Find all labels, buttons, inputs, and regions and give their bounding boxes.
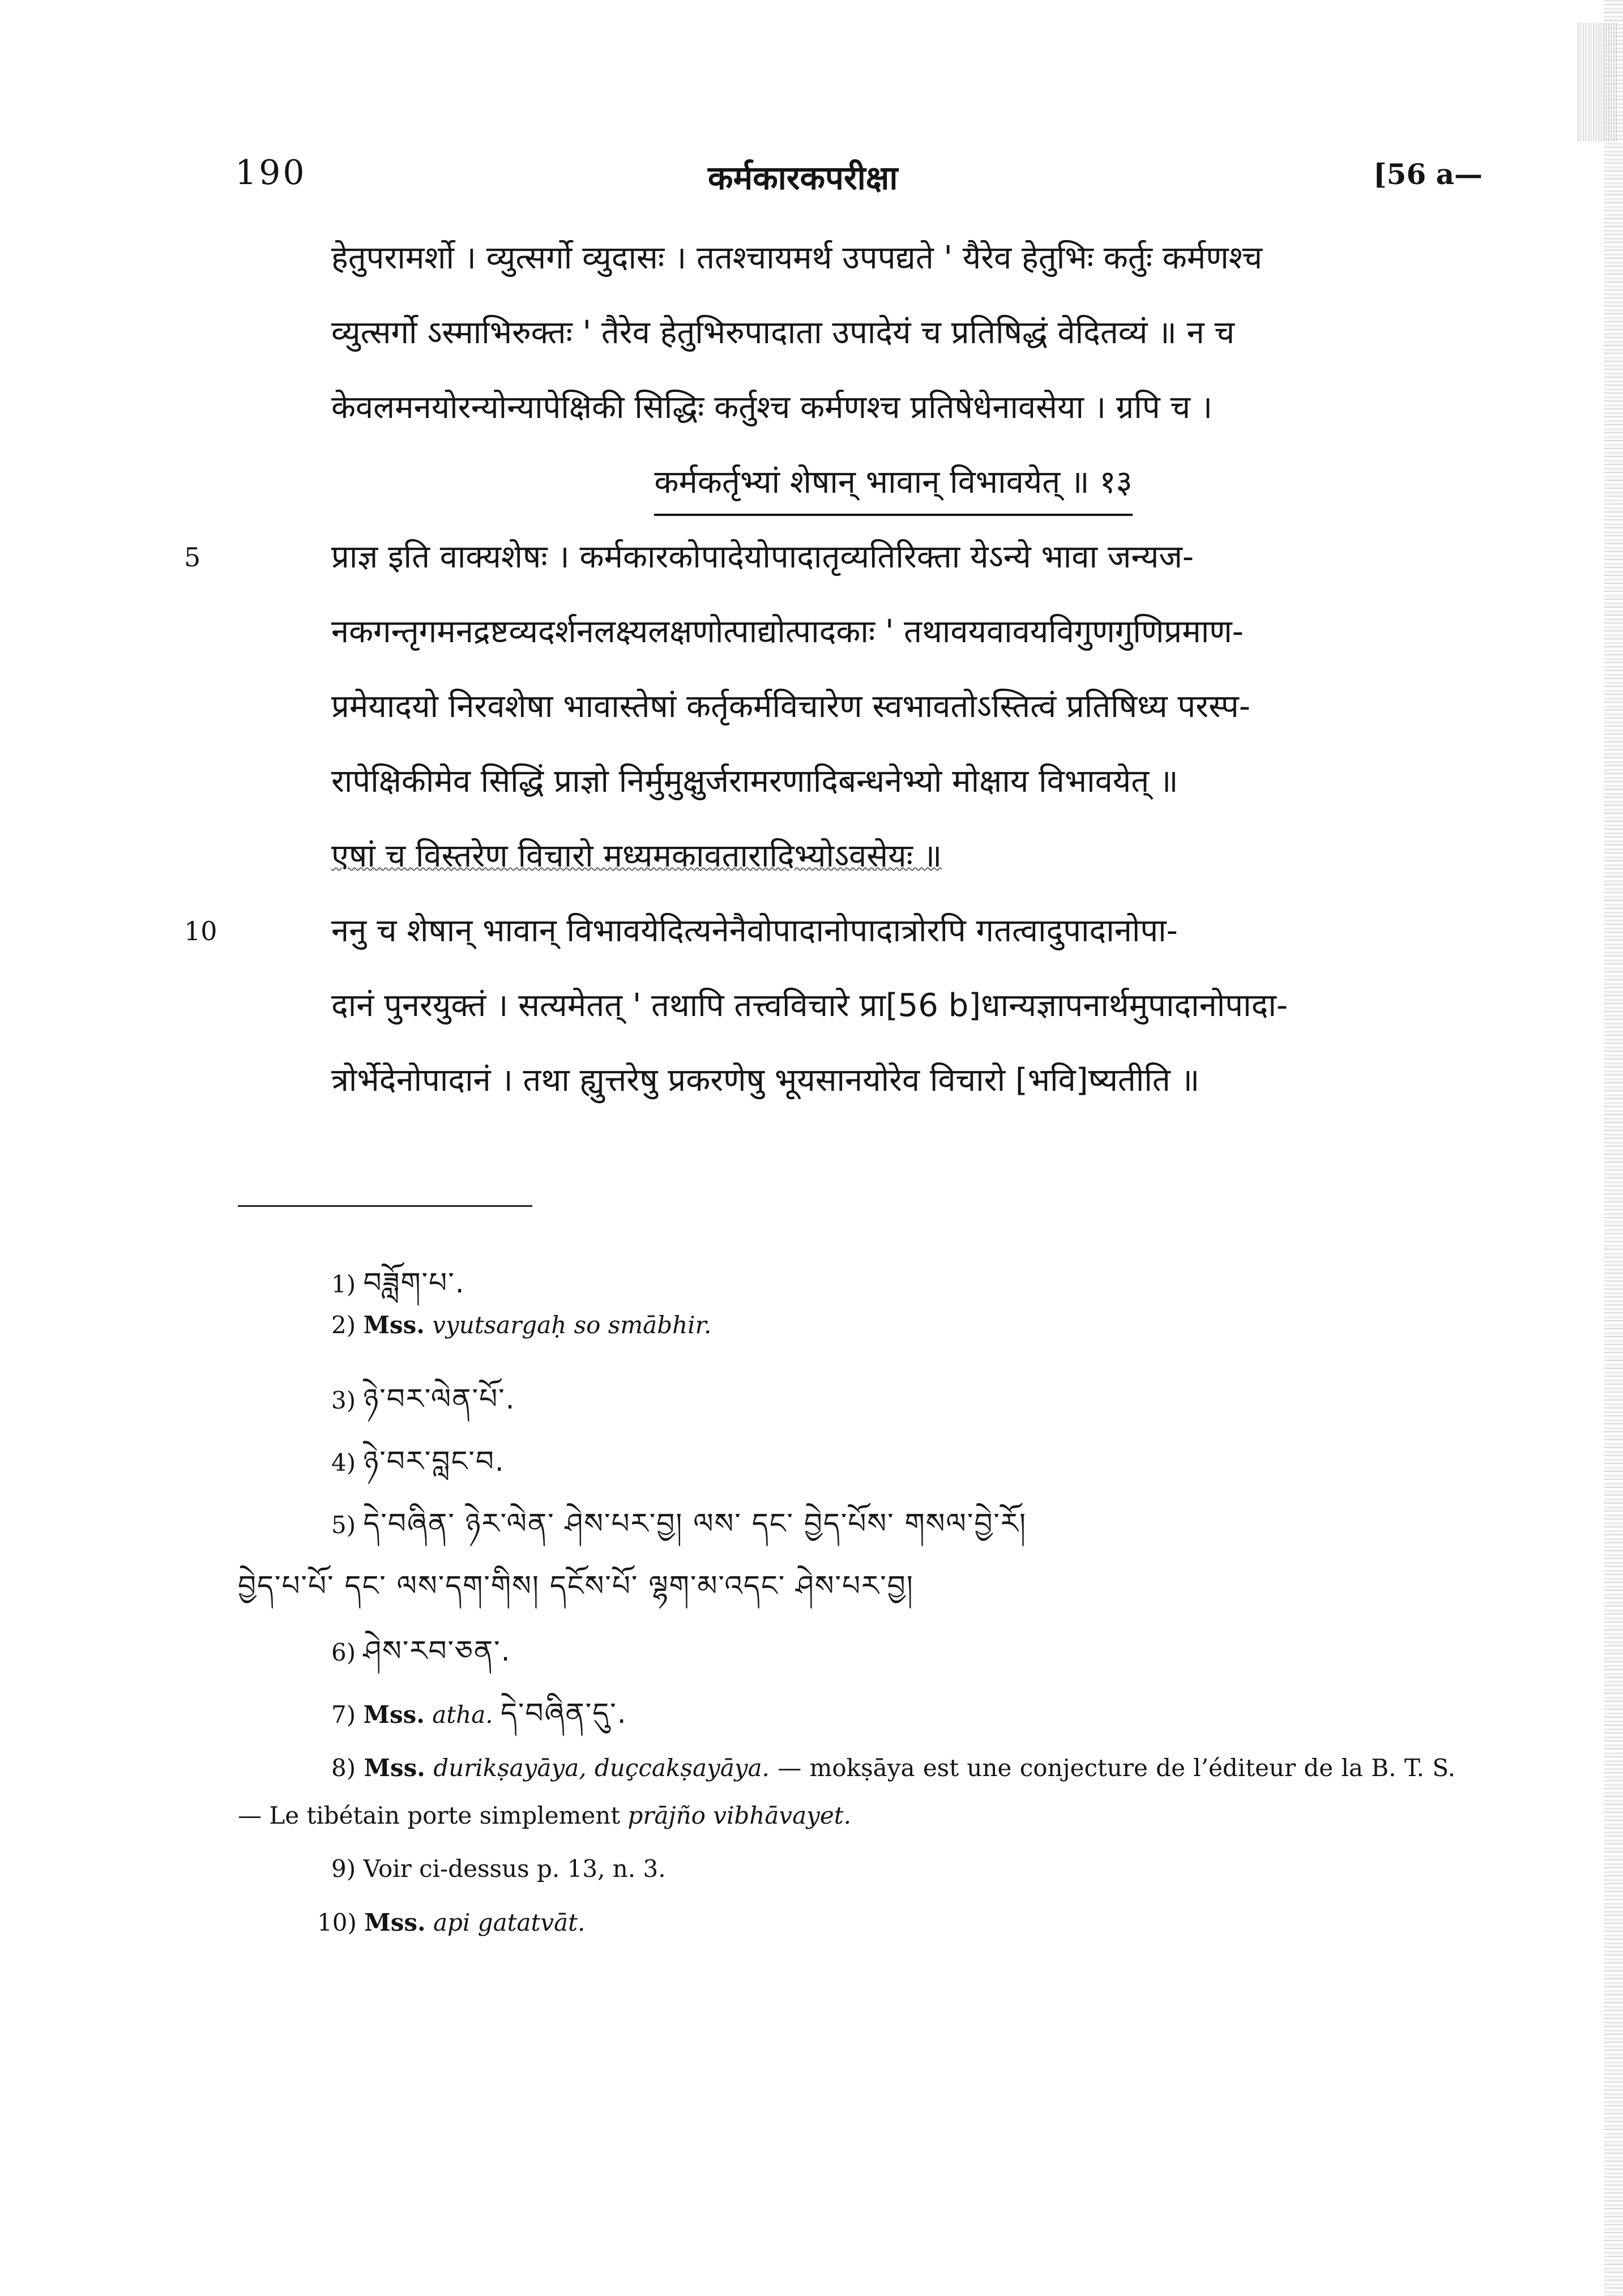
text-line: एषां च विस्तरेण विचारो मध्यमकावतारादिभ्योऽवसेयः ॥ [331, 838, 942, 874]
text-line: त्रोर्भेदेनोपादानं । तथा ह्युत्तरेषु प्रकरणेषु भूयसानयोरेव विचारो [भवि]ष्यतीति ॥ [331, 1062, 1200, 1099]
text-line: रापेक्षिकीमेव सिद्धिं प्राज्ञो निर्मुमुक्षुर्जरामरणादिबन्धनेभ्यो मोक्षाय विभावयेत् ॥ [331, 763, 1178, 800]
footnote-divider [238, 1205, 532, 1207]
scan-edge-noise [1604, 0, 1623, 2296]
text-line: प्रमेयादयो निरवशेषा भावास्तेषां कर्तृकर्मविचारेण स्वभावतोऽस्तित्वं प्रतिषिध्य परस्प- [331, 688, 1250, 725]
running-title: कर्मकारकपरीक्षा [708, 159, 898, 197]
page-header [0, 153, 1623, 198]
text-line: नकगन्तृगमनद्रष्टव्यदर्शनलक्ष्यलक्षणोत्पाद्योत्पादकाः ' तथावयवावयविगुणगुणिप्रमाण- [331, 613, 1244, 650]
text-line: व्युत्सर्गो ऽस्माभिरुक्तः ' तैरेव हेतुभिरुपादाता उपादेयं च प्रतिषिद्धं वेदितव्यं ॥ न च [331, 314, 1235, 351]
footnote: 7) Mss. atha. དེ་བཞིན་དུ་. [331, 1697, 627, 1730]
text-line: 10 ननु च शेषान् भावान् विभावयेदित्यनेनैवोपादानोपादात्रोरपि गतत्वादुपादानोपा- [331, 894, 1455, 968]
footnote: 8) Mss. durikṣayāya, duçcakṣayāya. — mokṣāya est une conjecture de l’éditeur de la B. T. S. — Le tibétain porte simplement prājño vibhāvayet. [238, 1754, 1455, 1829]
page-number: 190 [235, 153, 307, 193]
footnote: 9) Voir ci-dessus p. 13, n. 3. [331, 1855, 666, 1883]
line-number: 5 [184, 542, 201, 573]
footnote: 3) ཉེ་བར་ལེན་པོ་. [331, 1382, 516, 1415]
text-line: केवलमनयोरन्योन्यापेक्षिकी सिद्धिः कर्तुश्च कर्मणश्च प्रतिषेधेनावसेया । ग्रपि च । [331, 389, 1213, 426]
footnote: 6) ཤེས་རབ་ཅན་. [331, 1634, 511, 1667]
main-text [184, 221, 1455, 1118]
line-number: 10 [184, 916, 217, 946]
footnote: 5) དེ་བཞིན་ ཉེར་ལེན་ ཤེས་པར་བྱ། ལས་ དང་ བྱེད་པོས་ གསལ་བྱེ་རོ། [331, 1507, 1027, 1540]
footnote-continuation: བྱེད་པ་པོ་ དང་ ལས་དག་གིས། དངོས་པོ་ ལྷག་མ་འདང་ ཤེས་པར་བྱ། [238, 1569, 914, 1602]
folio-reference: [56 a— [1373, 157, 1483, 191]
text-line: हेतुपरामर्शो । व्युत्सर्गो व्युदासः । ततश्चायमर्थ उपपद्यते ' यैरेव हेतुभिः कर्तुः कर्मणश्च [331, 240, 1263, 276]
footnote: 2) Mss. vyutsargaḥ so smābhir. [331, 1311, 712, 1339]
text-line: दानं पुनरयुक्तं । सत्यमेतत् ' तथापि तत्त्वविचारे प्रा[56 b]धान्यज्ञापनार्थमुपादानोपादा- [331, 987, 1288, 1024]
text-line: 5 प्राज्ञ इति वाक्यशेषः । कर्मकारकोपादेयोपादातृव्यतिरिक्ता येऽन्ये भावा जन्यज- [331, 520, 1455, 595]
footnote: 4) ཉེ་བར་བླང་བ. [331, 1445, 505, 1478]
footnote: 1) བཟློག་པ་. [331, 1266, 465, 1299]
verse-line [331, 445, 1455, 520]
scan-edge-noise-top [1578, 23, 1617, 142]
footnote: 10) Mss. api gatatvāt. [317, 1909, 586, 1936]
verse-title: कर्मकर्तृभ्यां शेषान् भावान् विभावयेत् ॥ १३ [654, 451, 1132, 516]
